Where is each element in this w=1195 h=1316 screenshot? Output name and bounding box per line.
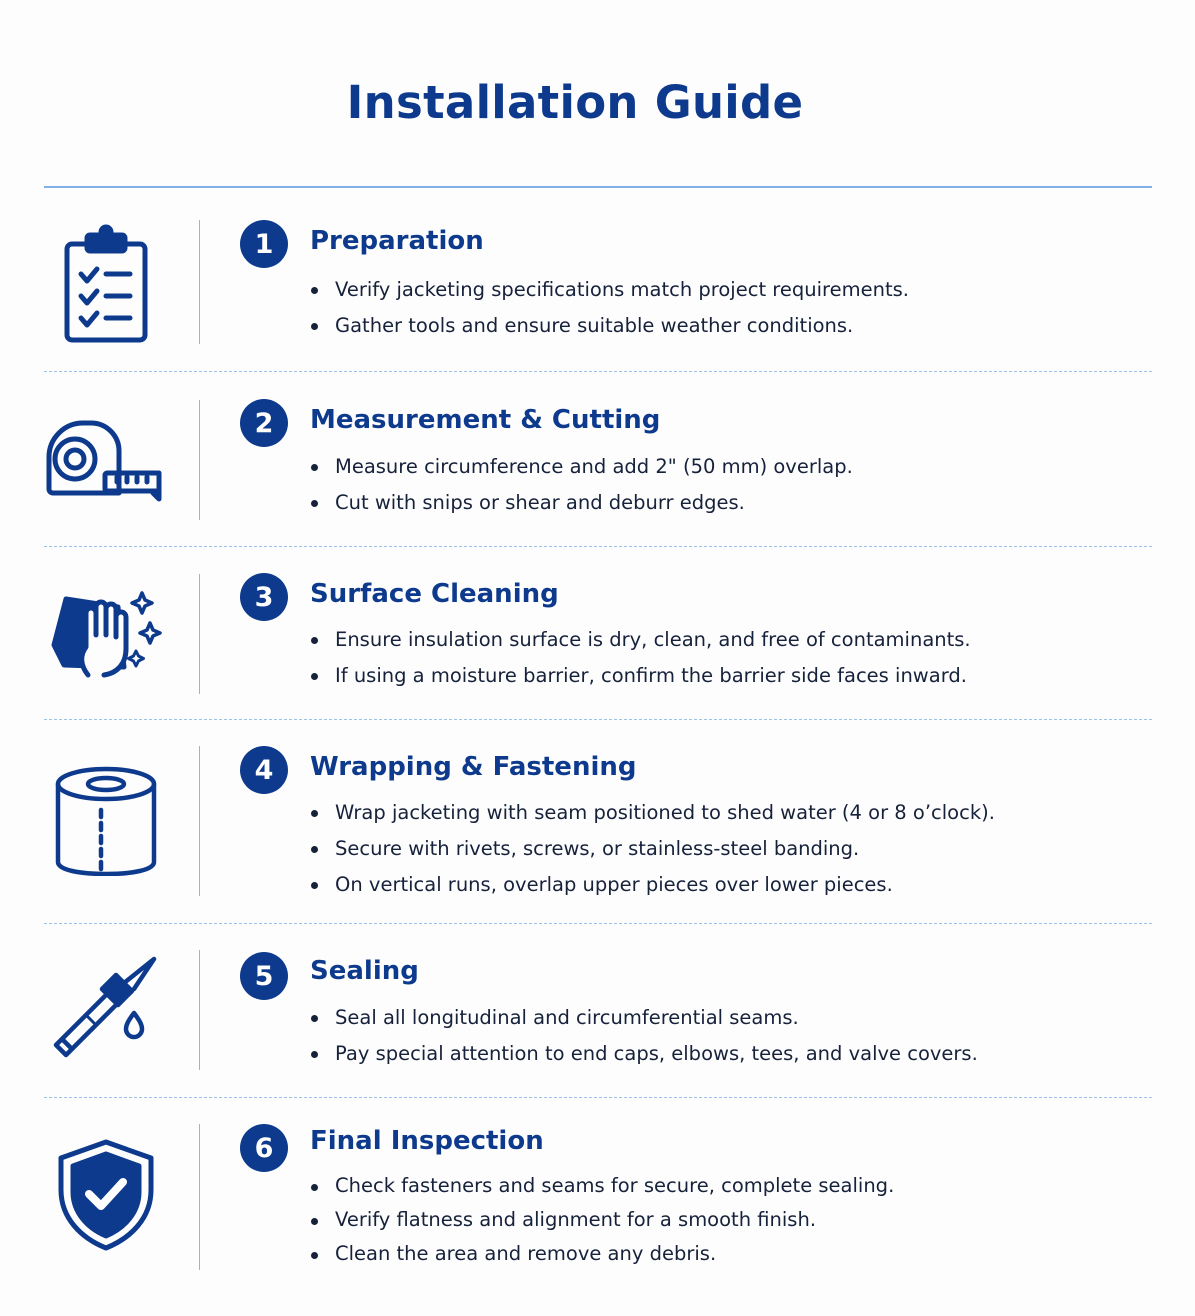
shield-check-icon: [44, 1132, 168, 1258]
step-5: [0, 944, 1195, 1084]
step-number-badge: 3: [240, 573, 288, 621]
title-rule: [44, 186, 1152, 188]
step-separator: [199, 220, 200, 344]
tape-measure-icon: [44, 412, 168, 512]
bullet-item: If using a moisture barrier, confirm the barrier side faces inward.: [308, 658, 971, 694]
step-bullet-list: [308, 1000, 978, 1072]
step-separator: [199, 400, 200, 520]
bullet-item: Ensure insulation surface is dry, clean, and free of contaminants.: [308, 622, 971, 658]
bullet-item: On vertical runs, overlap upper pieces over lower pieces.: [308, 867, 995, 903]
step-6: [0, 1118, 1195, 1288]
step-number-badge: 4: [240, 746, 288, 794]
step-3: [0, 566, 1195, 706]
bullet-item: Wrap jacketing with seam positioned to shed water (4 or 8 o’clock).: [308, 795, 995, 831]
bullet-item: Verify jacketing specifications match project requirements.: [308, 272, 909, 308]
step-1: [0, 214, 1195, 354]
bullet-item: Seal all longitudinal and circumferential seams.: [308, 1000, 978, 1036]
step-title: Wrapping & Fastening: [310, 752, 637, 782]
step-bullet-list: [308, 272, 909, 344]
bullet-item: Measure circumference and add 2" (50 mm) overlap.: [308, 449, 853, 485]
step-separator: [199, 950, 200, 1070]
step-bullet-list: [308, 622, 971, 694]
step-bullet-list: [308, 795, 995, 903]
bullet-item: Secure with rivets, screws, or stainless-steel banding.: [308, 831, 995, 867]
step-number-badge: 2: [240, 399, 288, 447]
step-title: Sealing: [310, 956, 419, 986]
bullet-item: Cut with snips or shear and deburr edges.: [308, 485, 853, 521]
bullet-item: Verify flatness and alignment for a smooth finish.: [308, 1203, 894, 1237]
sealant-tube-icon: [44, 952, 168, 1062]
bullet-item: Clean the area and remove any debris.: [308, 1237, 894, 1271]
step-title: Measurement & Cutting: [310, 405, 661, 435]
step-separator: [199, 746, 200, 896]
step-bullet-list: [308, 1169, 894, 1271]
cleaning-hand-icon: [44, 580, 168, 690]
section-divider: [44, 923, 1152, 924]
step-separator: [199, 574, 200, 694]
step-number-badge: 1: [240, 220, 288, 268]
section-divider: [44, 546, 1152, 547]
step-4: [0, 740, 1195, 910]
bullet-item: Check fasteners and seams for secure, complete sealing.: [308, 1169, 894, 1203]
step-2: [0, 392, 1195, 532]
bullet-item: Pay special attention to end caps, elbows, tees, and valve covers.: [308, 1036, 978, 1072]
step-number-badge: 6: [240, 1124, 288, 1172]
step-title: Preparation: [310, 226, 484, 256]
section-divider: [44, 719, 1152, 720]
page-title: Installation Guide: [346, 76, 804, 129]
clipboard-checklist-icon: [44, 218, 168, 348]
step-title: Final Inspection: [310, 1126, 544, 1156]
step-separator: [199, 1124, 200, 1270]
step-bullet-list: [308, 449, 853, 521]
section-divider: [44, 1097, 1152, 1098]
step-title: Surface Cleaning: [310, 579, 559, 609]
step-number-badge: 5: [240, 952, 288, 1000]
section-divider: [44, 371, 1152, 372]
jacketing-roll-icon: [44, 760, 168, 880]
bullet-item: Gather tools and ensure suitable weather conditions.: [308, 308, 909, 344]
